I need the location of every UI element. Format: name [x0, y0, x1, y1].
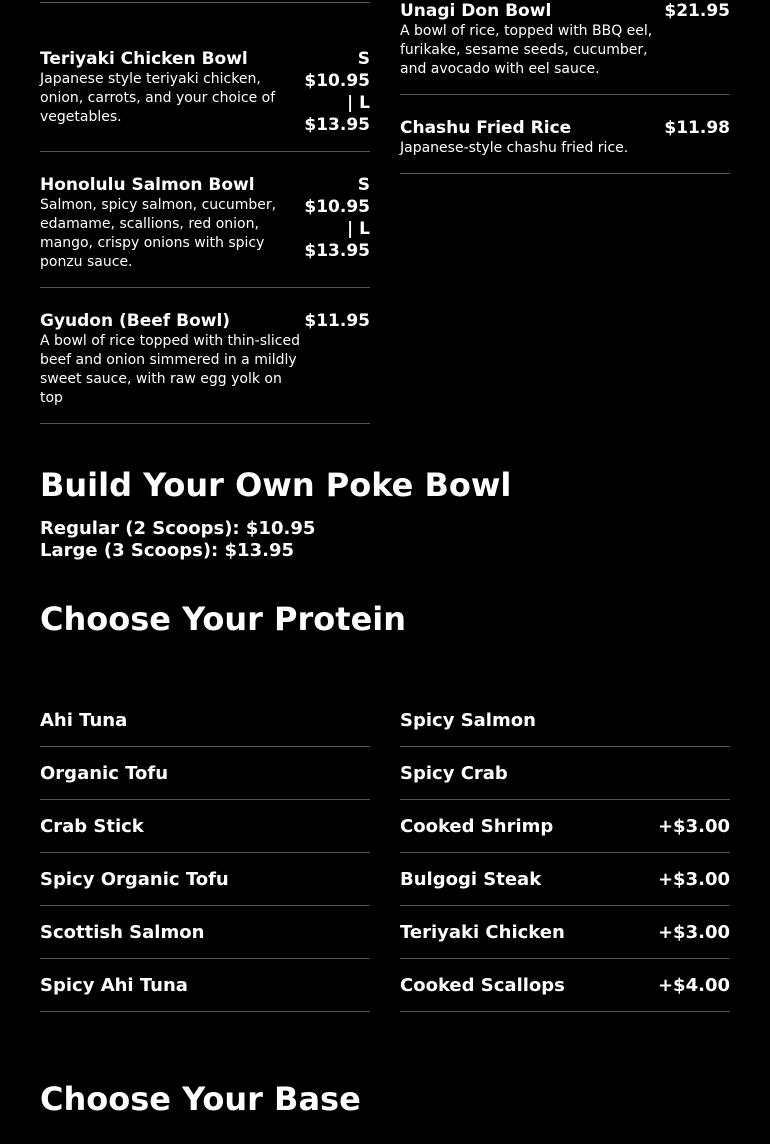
item-name: Unagi Don Bowl [400, 1, 552, 21]
protein-option[interactable]: Ahi Tuna [40, 694, 370, 747]
item-description: Japanese-style chashu fried rice. [400, 140, 629, 156]
protein-option[interactable]: Organic Tofu [40, 747, 370, 800]
item-price: $21.95 [664, 1, 730, 21]
bowls-column-right [400, 0, 730, 196]
item-name: Chashu Fried Rice [400, 118, 572, 138]
item-description: A bowl of rice, topped with BBQ eel, furikake, sesame seeds, cucumber, and avocado with eel sauce. [400, 23, 653, 77]
poke-large-price: Large (3 Scoops): $13.95 [40, 540, 294, 561]
item-price: $11.98 [664, 118, 730, 138]
menu-item[interactable] [400, 0, 730, 95]
item-description: Japanese style teriyaki chicken, onion, carrots, and your choice of vegetables. [40, 71, 276, 125]
menu-item-cut-off [40, 0, 370, 3]
protein-option[interactable]: Spicy Crab [400, 747, 730, 800]
menu-item[interactable] [40, 174, 370, 288]
protein-list-right [400, 694, 730, 1012]
menu-item[interactable] [40, 310, 370, 424]
protein-option[interactable]: Teriyaki Chicken +$3.00 [400, 906, 730, 959]
protein-option[interactable]: Spicy Ahi Tuna [40, 959, 370, 1012]
protein-option[interactable]: Crab Stick [40, 800, 370, 853]
item-price: S $10.95 | L $13.95 [304, 49, 370, 135]
item-price: S $10.95 | L $13.95 [304, 175, 370, 261]
item-name: Honolulu Salmon Bowl [40, 175, 255, 195]
protein-option[interactable]: Spicy Organic Tofu [40, 853, 370, 906]
protein-option[interactable]: Scottish Salmon [40, 906, 370, 959]
base-title: Choose Your Base [40, 1080, 361, 1118]
menu-item[interactable] [40, 48, 370, 152]
protein-title: Choose Your Protein [40, 600, 407, 638]
protein-list-left [40, 694, 370, 1012]
item-name: Gyudon (Beef Bowl) [40, 311, 231, 331]
poke-regular-price: Regular (2 Scoops): $10.95 [40, 518, 316, 539]
item-name: Teriyaki Chicken Bowl [40, 49, 248, 69]
item-description: Salmon, spicy salmon, cucumber, edamame, scallions, red onion, mango, crispy onions with spicy ponzu sauce. [40, 197, 277, 270]
protein-option[interactable]: Cooked Shrimp +$3.00 [400, 800, 730, 853]
poke-title: Build Your Own Poke Bowl [40, 466, 512, 504]
menu-item[interactable] [400, 117, 730, 174]
protein-option[interactable]: Bulgogi Steak +$3.00 [400, 853, 730, 906]
protein-option[interactable]: Cooked Scallops +$4.00 [400, 959, 730, 1012]
protein-option[interactable]: Spicy Salmon [400, 694, 730, 747]
item-description: A bowl of rice topped with thin-sliced beef and onion simmered in a mildly sweet sauce, with raw egg yolk on top [40, 333, 300, 406]
item-price: $11.95 [304, 311, 370, 331]
bowls-column-left [40, 48, 370, 446]
